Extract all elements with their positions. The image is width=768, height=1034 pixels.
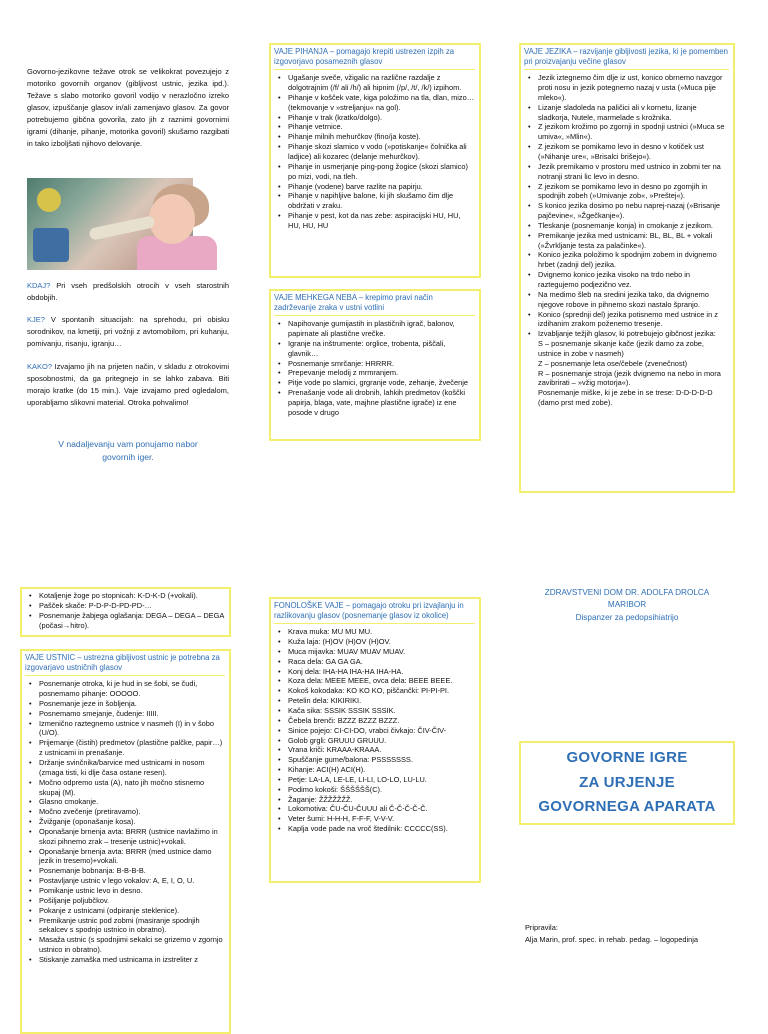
vaje-pihanja-box bbox=[269, 43, 481, 278]
list-item: • Z jezikom se pomikamo levo in desno po zgornjih in spodnjih zobeh (»Umivanje zob«, »Preštej«). bbox=[538, 182, 729, 202]
list-item: • Pomikanje ustnic levo in desno. bbox=[39, 886, 225, 896]
prepared-by-label: Pripravila: bbox=[525, 923, 558, 932]
vaje-mehkega-neba-box bbox=[269, 289, 481, 441]
list-item: • Podimo kokoši: ŠŠŠŠŠŠ(C). bbox=[288, 785, 475, 795]
vaje-pihanja-list bbox=[274, 73, 475, 231]
list-item: • Premikanje jezika med ustnicami: BL, BL, BL + vokali (»Žvrkljanje testa za palačinke«). bbox=[538, 231, 729, 251]
list-item: • Spuščanje gume/balona: PSSSSSSS. bbox=[288, 755, 475, 765]
list-item: • Močno odpremo usta (A), nato jih močno stisnemo skupaj (M). bbox=[39, 778, 225, 798]
intro-paragraph: Govorno-jezikovne težave otrok se velikokrat povezujejo z motoriko govornih organov (gibljivost ustnic, jezika ipd.). Težave s slabo motoriko govoril vodijo v nerazločno izreko glasov, izpuščanje glasov in/ali zamenjavo glasov. Za govor potrebujemo gibčna govorila, zato jih z raznimi govornimi igrami (dihanje, pihanje, motorika govoril) skušamo razgibati in tako izboljšati njihovo delovanje. bbox=[27, 67, 229, 148]
list-item: • Pihanje (vodene) barve razlite na papirju. bbox=[288, 182, 475, 192]
list-item: • Kaplja vode pade na vroč štedilnik: CCCCC(SS). bbox=[288, 824, 475, 834]
list-item: • Stiskanje zamaška med ustnicama in izstreliter z bbox=[39, 955, 225, 965]
list-item: • Konj dela: IHA-HA IHA-HA IHA-HA. bbox=[288, 667, 475, 677]
list-item: • Kokoš kokodaka: KO KO KO, piščančki: PI-PI-PI. bbox=[288, 686, 475, 696]
fonoloske-vaje-box bbox=[269, 597, 481, 883]
list-item: • Posnemanje jeze in šobljenja. bbox=[39, 699, 225, 709]
list-item: • Raca dela: GA GA GA. bbox=[288, 657, 475, 667]
list-item: • Oponašanje brnenja avta: BRRR (ustnice navlažimo in skozi pihnemo zrak – tresenje ustnic)+vokali. bbox=[39, 827, 225, 847]
list-item: • Prijemanje (čistih) predmetov (plastične palčke, papir…) z ustnicami in prenašanje. bbox=[39, 738, 225, 758]
list-item: • Prepevanje melodij z mrmranjem. bbox=[288, 368, 475, 378]
list-item: • Pošiljanje poljubčkov. bbox=[39, 896, 225, 906]
clinic-block bbox=[520, 587, 734, 624]
list-item: • Pokanje z ustnicami (odpiranje steklenice). bbox=[39, 906, 225, 916]
list-item: • Pihanje v košček vate, kiga položimo na tla, dlan, mizo… (tekmovanje v »streljanju« na gol). bbox=[288, 93, 475, 113]
list-item: • Pihanje in usmerjanje ping-pong žogice (skozi slamico) po mizi, vodi, na tleh. bbox=[288, 162, 475, 182]
list-item: • Pihanje v pest, kot da nas zebe: aspiracijski HU, HU, HU, HU, HU bbox=[288, 211, 475, 231]
list-item: • Kihanje: ACI(H) ACI(H). bbox=[288, 765, 475, 775]
vaje-jezika-heading: VAJE JEZIKA – razvijanje gibljivosti jezika, ki je pomemben pri proizvajanju večine glasov bbox=[524, 47, 729, 70]
list-item: • Pihanje vetrnice. bbox=[288, 122, 475, 132]
cover-title-line1: GOVORNE IGRE bbox=[566, 748, 688, 766]
list-item: • Glasno cmokanje. bbox=[39, 797, 225, 807]
list-item: • Vrana kriči: KRAAA-KRAAA. bbox=[288, 745, 475, 755]
list-item: • S konico jezika dosimo po nebu naprej-nazaj (»Brisanje pajčevine«, »Žgečkanje«). bbox=[538, 201, 729, 221]
kje-label: KJE? bbox=[27, 315, 45, 324]
vaje-mehkega-neba-heading: VAJE MEHKEGA NEBA – krepimo pravi način zadrževanje zraka v ustni votlini bbox=[274, 293, 475, 316]
nadaljevanje-box bbox=[20, 587, 231, 637]
list-item: • Lokomotiva: ČU-ČU-ČUUU ali Č-Č-Č-Č-Č. bbox=[288, 804, 475, 814]
cover-title-line2: ZA URJENJE bbox=[579, 773, 675, 791]
list-item: • Posnemanje bobnanja: B-B-B-B. bbox=[39, 866, 225, 876]
list-item: • Posnemanje otroka, ki je hud in se šobi, se čudi, posnemamo pihanje: OOOOO. bbox=[39, 679, 225, 699]
list-item: • Držanje svinčnika/barvice med ustnicami in nosom (zmaga tisti, ki dlje časa ostane resen). bbox=[39, 758, 225, 778]
list-item: • Pašček skače: P-D-P-D-PD-PD-… bbox=[39, 601, 225, 611]
prepared-by-author: Alja Marin, prof. spec. in rehab. pedag. – logopedinja bbox=[525, 934, 698, 944]
clinic-city: MARIBOR bbox=[607, 600, 647, 610]
kje-paragraph bbox=[27, 314, 229, 350]
list-item: • Jezik iztegnemo čim dlje iz ust, konico obrnemo navzgor proti nosu in jezik potegnemo nazaj v usta (»Muca pije mleko«). bbox=[538, 73, 729, 103]
list-item: • Konico (sprednji del) jezika potisnemo med ustnice in z izdihanim zrakom poženemo tresenje. bbox=[538, 310, 729, 330]
list-item: • Posnemanje smrčanje: HRRRR. bbox=[288, 359, 475, 369]
cover-title-line3: GOVORNEGA APARATA bbox=[538, 798, 716, 816]
vaje-jezika-list bbox=[524, 73, 729, 408]
list-item: • Masaža ustnic (s spodnjimi sekalci se grizemo v zgornjo ustnico in obratno). bbox=[39, 935, 225, 955]
kdaj-text: Pri vseh predšolskih otrocih v vseh starostnih obdobjih. bbox=[27, 281, 229, 302]
list-item: • Pihanje v trak (kratko/dolgo). bbox=[288, 113, 475, 123]
list-item: • Krava muka: MU MU MU. bbox=[288, 627, 475, 637]
list-item: • Posnemamo smejanje, čudenje: IIIII. bbox=[39, 709, 225, 719]
list-item: • Močno zvečenje (pretiravamo). bbox=[39, 807, 225, 817]
list-item: • Napihovanje gumijastih in plastičnih igrač, balonov, papirnate ali plastične vrečke. bbox=[288, 319, 475, 339]
list-item: • Izmenično raztegnemo ustnice v nasmeh (I) in v šobo (U/O). bbox=[39, 719, 225, 739]
list-item: • Premikanje ustnic pod zobmi (masiranje spodnjih sekalcev s spodnjo ustnico in obratno). bbox=[39, 916, 225, 936]
kako-paragraph bbox=[27, 361, 229, 409]
list-item: • Izvabljanje težjih glasov, ki potrebujejo gibčnost jezika: S – posnemanje sikanje kače (jezik damo za zobe, ustnice in zobe v nasmeh) Z – posnemanje leta ose/čebele (zvenečnost) R – posnemanje stroja (jezik dvignemo na nebo in mora zavibrirati – »vžig motorja«). Posnemanje miške, ki je zebe in se trese: D-D-D-D-D (damo prst med zobe). bbox=[538, 329, 729, 408]
list-item: • Kuža laja: (H)OV (H)OV (H)OV. bbox=[288, 637, 475, 647]
list-item: • Petelin dela: KIKIRIKI. bbox=[288, 696, 475, 706]
list-item: • Postavljanje ustnic v lego vokalov: A, E, I, O, U. bbox=[39, 876, 225, 886]
list-item: • Konico jezika položimo k spodnjim zobem in dvignemo hrbet (zadnji del) jezika. bbox=[538, 250, 729, 270]
nadaljevanje-list bbox=[25, 591, 225, 630]
list-item: • Jezik premikamo v prostoru med ustnico in zobmi ter na notranji strani lic levo in desno. bbox=[538, 162, 729, 182]
vaje-mehkega-neba-list bbox=[274, 319, 475, 417]
kje-text: V spontanih situacijah: na sprehodu, pri obisku sorodnikov, na kmetiji, pri vožnji z avtomobilom, pri kuhanju, pomivanju, risanju, igranju… bbox=[27, 315, 229, 348]
list-item: • Golob grgli: GRUUU GRUUU. bbox=[288, 736, 475, 746]
list-item: • Na medimo šleb na sredini jezika tako, da dvignemo njegove robove in pihnemo skozi nastalo špranjo. bbox=[538, 290, 729, 310]
list-item: • Žvižganje (oponašanje kosa). bbox=[39, 817, 225, 827]
list-item: • Prenašanje vode ali drobnih, lahkih predmetov (koščki papirja, blaga, vate, majhne plastične igrače) iz ene posode v drugo bbox=[288, 388, 475, 418]
list-item: • Žaganje: ŽŽŽŽŽŽŽ. bbox=[288, 795, 475, 805]
list-item: • Koza dela: MEEE MEEE, ovca dela: BEEE BEEE. bbox=[288, 676, 475, 686]
list-item: • Posnemanje žabjega oglašanja: DEGA – DEGA – DEGA (počasi→hitro). bbox=[39, 611, 225, 631]
list-item: • Sinice pojejo: CI-CI-DO, vrabci čivkajo: ČIV-ČIV- bbox=[288, 726, 475, 736]
vaje-pihanja-heading: VAJE PIHANJA – pomagajo krepiti ustrezen izpih za izgovorjavo posameznih glasov bbox=[274, 47, 475, 70]
kako-label: KAKO? bbox=[27, 362, 53, 371]
list-item: • Tleskanje (posnemanje konja) in cmokanje z jezikom. bbox=[538, 221, 729, 231]
list-item: • Lizanje sladoleda na paličici ali v kornetu, lizanje sladkorja, Nutele, marmelade s krožnika. bbox=[538, 103, 729, 123]
list-item: • Ugašanje sveče, vžigalic na različne razdalje z dolgotrajnim (/f/ ali /h/) ali hipnim (/p/, /t/, /k/) izpihom. bbox=[288, 73, 475, 93]
list-item: • Igranje na inštrumente: orglice, trobenta, piščali, glavnik… bbox=[288, 339, 475, 359]
vaje-ustnic-box bbox=[20, 649, 231, 1034]
kdaj-paragraph bbox=[27, 280, 229, 304]
list-item: • Dvignemo konico jezika visoko na trdo nebo in raztegujemo podjezično vez. bbox=[538, 270, 729, 290]
closing-note: V nadaljevanju vam ponujamo nabor govornih iger. bbox=[58, 439, 198, 463]
cover-title-box bbox=[519, 741, 735, 825]
kdaj-label: KDAJ? bbox=[27, 281, 51, 290]
list-item: • Pihanje skozi slamico v vodo (»potiskanje« čolnička ali ladjice) ali kozarec (delanje mehurčkov). bbox=[288, 142, 475, 162]
list-item: • Pitje vode po slamici, grgranje vode, zehanje, žvečenje bbox=[288, 378, 475, 388]
vaje-ustnic-heading: VAJE USTNIC – ustrezna gibljivost ustnic je potrebna za izgovarjavo ustničnih glasov bbox=[25, 653, 225, 676]
fonoloske-vaje-list bbox=[274, 627, 475, 834]
clinic-name: ZDRAVSTVENI DOM DR. ADOLFA DROLCA bbox=[544, 588, 710, 597]
fonoloske-vaje-heading: FONOLOŠKE VAJE – pomagajo otroku pri izvajlanju in razlikovanju glasov (posnemanje glasov iz okolice) bbox=[274, 601, 475, 624]
list-item: • Pihanje milnih mehurčkov (fino/ja koste). bbox=[288, 132, 475, 142]
list-item: • Čebela brenči: BZZZ BZZZ BZZZ. bbox=[288, 716, 475, 726]
list-item: • Veter šumi: H-H-H, F-F-F, V-V-V. bbox=[288, 814, 475, 824]
kako-text: Izvajamo jih na prijeten način, v skladu z otrokovimi sposobnostmi, da ga pritegnejo in se lahko zabava. Biti morajo kratke (do 15 min.). Vaje izvajamo pred ogledalom, uporabljamo slikovni material. Otroka pohvalimo! bbox=[27, 362, 229, 407]
clinic-department: Dispanzer za pedopsihiatrijo bbox=[575, 612, 679, 622]
vaje-jezika-box bbox=[519, 43, 735, 493]
list-item: • Kotaljenje žoge po stopnicah: K-D-K-D (+vokali). bbox=[39, 591, 225, 601]
list-item: • Kača sika: SSSIK SSSIK SSSIK. bbox=[288, 706, 475, 716]
prepared-by bbox=[525, 922, 740, 946]
list-item: • Z jezikom krožimo po zgornji in spodnji ustnici (»Muca se umiva«, »Mlin«). bbox=[538, 122, 729, 142]
list-item: • Pihanje v napihljive balone, ki jih skušamo čim dlje obdržati v zraku. bbox=[288, 191, 475, 211]
list-item: • Petje: LA-LA, LE-LE, LI-LI, LO-LO, LU-LU. bbox=[288, 775, 475, 785]
child-blowing-photo bbox=[27, 178, 193, 270]
list-item: • Z jezikom se pomikamo levo in desno v kotiček ust (»Nihanje ure«, »Brisalci brišejo«). bbox=[538, 142, 729, 162]
list-item: • Oponašanje brnenja avta: BRRR (med ustnice damo jezik in tresemo)+vokali. bbox=[39, 847, 225, 867]
list-item: • Muca mijavka: MUAV MUAV MUAV. bbox=[288, 647, 475, 657]
vaje-ustnic-list bbox=[25, 679, 225, 964]
